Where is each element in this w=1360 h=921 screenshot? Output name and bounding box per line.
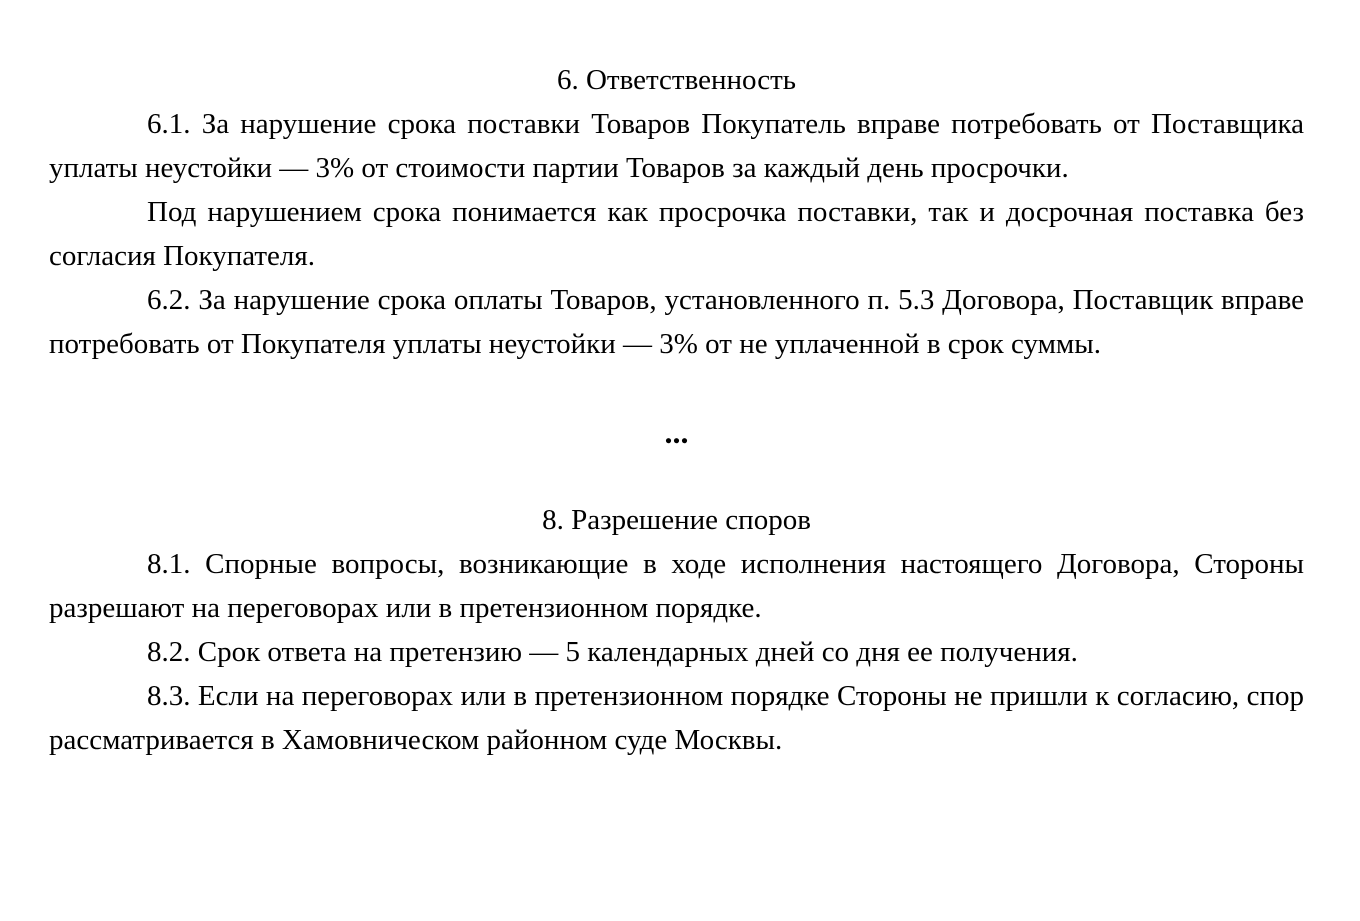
- section-responsibility: [49, 58, 1304, 366]
- section-disputes: [49, 498, 1304, 762]
- omission-separator: ...: [664, 414, 689, 450]
- clause-6-1-note: Под нарушением срока понимается как просрочка поставки, так и досрочная поставка без согласия Покупателя.: [49, 196, 1304, 272]
- clause-8-3: 8.3. Если на переговорах или в претензионном порядке Стороны не пришли к согласию, спор рассматривается в Хамовническом районном суде Москвы.: [49, 680, 1304, 756]
- section-title: 8. Разрешение споров: [542, 504, 811, 536]
- clause-8-2: 8.2. Срок ответа на претензию — 5 календарных дней со дня ее получения.: [147, 636, 1078, 668]
- section-title: 6. Ответственность: [556, 64, 796, 96]
- clause-8-1: 8.1. Спорные вопросы, возникающие в ходе исполнения настоящего Договора, Стороны разрешают на переговорах или в претензионном порядке.: [49, 548, 1304, 624]
- clause-6-1: 6.1. За нарушение срока поставки Товаров Покупатель вправе потребовать от Поставщика уплаты неустойки — 3% от стоимости партии Товаров за каждый день просрочки.: [49, 108, 1304, 184]
- document-page: [49, 58, 1304, 762]
- clause-6-2: 6.2. За нарушение срока оплаты Товаров, установленного п. 5.3 Договора, Поставщик вправе потребовать от Покупателя уплаты неустойки — 3% от не уплаченной в срок суммы.: [49, 284, 1304, 360]
